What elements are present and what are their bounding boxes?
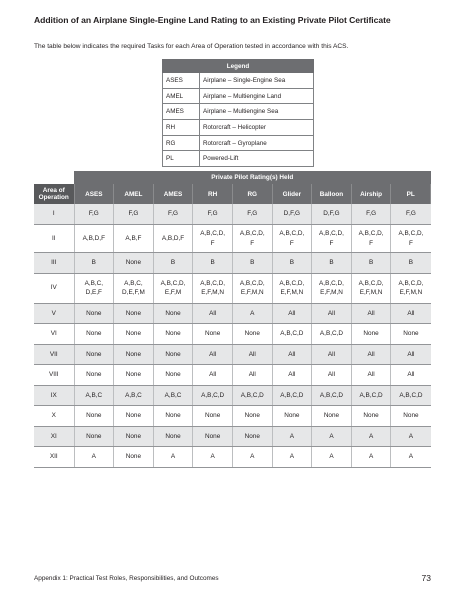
task-cell (272, 426, 312, 447)
task-cell (193, 426, 233, 447)
task-cell (351, 204, 391, 225)
task-cell (74, 365, 114, 386)
task-cell-line: None (244, 330, 260, 338)
task-cell-line: None (86, 350, 102, 358)
task-cell (312, 324, 352, 345)
task-cell-line: B (210, 259, 215, 267)
area-of-operation-cell: III (34, 253, 74, 274)
task-cell (74, 426, 114, 447)
column-header: PL (391, 184, 431, 204)
task-cell (391, 365, 431, 386)
area-of-operation-cell: VIII (34, 365, 74, 386)
task-cell (74, 385, 114, 406)
footer-text: Appendix 1: Practical Test Roles, Responsibilities, and Outcomes (34, 575, 219, 582)
task-cell-line: All (248, 350, 256, 358)
table-row (34, 385, 431, 406)
task-cell-line: All (248, 371, 256, 379)
task-cell-line: A,B,C,D, (239, 279, 265, 287)
task-cell (193, 204, 233, 225)
task-cell-line: All (209, 350, 217, 358)
legend-description: Airplane – Multiengine Land (200, 88, 314, 104)
task-cell-line: F,G (247, 210, 258, 218)
task-cell (312, 253, 352, 274)
table-row (34, 273, 431, 303)
task-cell (272, 365, 312, 386)
task-cell (114, 225, 154, 253)
task-cell (114, 406, 154, 427)
legend-code: PL (163, 151, 200, 167)
task-cell (312, 273, 352, 303)
task-cell (153, 225, 193, 253)
task-cell (312, 344, 352, 365)
task-cell (153, 273, 193, 303)
task-cell-line: A,B,C,D (240, 391, 264, 399)
task-cell-line: D,F,G (323, 210, 340, 218)
task-cell-line: None (363, 412, 379, 420)
task-cell-line: A,B,C,D, (200, 230, 226, 238)
task-cell-line: A (408, 432, 414, 440)
task-cell-line: D,E,F,M (122, 289, 145, 296)
task-cell (114, 447, 154, 468)
task-cell-line: F (289, 239, 294, 247)
table-row (34, 225, 431, 253)
task-cell-line: A (91, 453, 96, 461)
table-row (34, 426, 431, 447)
task-cell-line: None (86, 330, 102, 338)
task-cell (74, 406, 114, 427)
task-cell-line: F,G (88, 210, 99, 218)
task-cell (114, 253, 154, 274)
task-cell-line: F (250, 239, 255, 247)
task-cell (351, 365, 391, 386)
task-cell-line: A (250, 309, 255, 317)
task-cell-line: A,B,D,F (82, 234, 105, 242)
task-cell-line: None (244, 432, 260, 440)
task-cell-line: A,B,C, (84, 279, 104, 287)
area-of-operation-cell: IV (34, 273, 74, 303)
legend-row (163, 120, 314, 136)
task-cell (272, 253, 312, 274)
legend-row (163, 151, 314, 167)
page-number: 73 (421, 573, 431, 583)
task-cell-line: All (327, 371, 336, 379)
task-cell-line: A,B,C (85, 391, 103, 399)
task-cell-line: None (165, 330, 181, 338)
task-cell (312, 225, 352, 253)
task-cell (74, 273, 114, 303)
legend-code: ASES (163, 73, 200, 89)
task-cell (351, 426, 391, 447)
table-row (34, 406, 431, 427)
task-cell-line: A,B,C (164, 391, 182, 399)
task-cell-line: All (367, 350, 375, 358)
task-cell-line: None (403, 330, 419, 338)
task-cell (351, 447, 391, 468)
area-of-operation-cell: X (34, 406, 74, 427)
task-cell-line: A,B,D,F (161, 234, 185, 242)
task-cell (351, 303, 391, 324)
area-of-operation-cell: V (34, 303, 74, 324)
area-of-operation-cell: XII (34, 447, 74, 468)
task-cell (74, 253, 114, 274)
task-cell-line: B (408, 259, 414, 267)
task-cell (232, 273, 272, 303)
task-cell (272, 324, 312, 345)
legend-code: RH (163, 120, 200, 136)
task-cell-line: None (125, 412, 142, 420)
task-cell (351, 253, 391, 274)
area-of-operation-cell: VI (34, 324, 74, 345)
task-cell-line: All (327, 350, 336, 358)
task-cell-line: None (125, 432, 142, 440)
task-cell (114, 204, 154, 225)
task-cell-line: None (125, 330, 142, 338)
table-row (34, 204, 431, 225)
task-cell (351, 406, 391, 427)
task-cell (312, 385, 352, 406)
task-cell (351, 344, 391, 365)
table-row (34, 344, 431, 365)
legend-description: Powered-Lift (200, 151, 314, 167)
task-cell (232, 253, 272, 274)
area-of-operation-cell: I (34, 204, 74, 225)
area-of-operation-cell: XI (34, 426, 74, 447)
task-cell-line: F (210, 239, 215, 247)
task-cell-line: None (86, 371, 102, 379)
task-cell-line: E,F,M,N (240, 289, 264, 296)
task-cell-line: All (288, 309, 296, 317)
task-cell-line: None (165, 412, 181, 420)
area-header-line-2: Operation (38, 194, 69, 201)
task-cell (114, 365, 154, 386)
task-cell (232, 204, 272, 225)
table-row (34, 365, 431, 386)
task-cell-line: E,F,M (164, 289, 182, 296)
task-cell-line: All (288, 350, 296, 358)
task-cell (232, 365, 272, 386)
task-cell-line: A (329, 432, 334, 440)
legend-code: AMES (163, 104, 200, 120)
task-cell-line: A,B,C,D, (319, 230, 344, 238)
task-cell (351, 324, 391, 345)
legend-row (163, 135, 314, 151)
task-cell (312, 204, 352, 225)
task-cell-line: All (367, 309, 375, 317)
task-cell-line: F,G (366, 210, 377, 218)
task-cell-line: A (289, 432, 294, 440)
task-cell (193, 324, 233, 345)
task-cell (272, 344, 312, 365)
task-cell-line: None (125, 309, 142, 317)
task-cell (114, 303, 154, 324)
task-cell-line: None (204, 412, 221, 420)
task-cell-line: B (91, 259, 96, 267)
legend-table (162, 59, 314, 167)
task-cell (272, 303, 312, 324)
task-cell (74, 225, 114, 253)
task-cell (391, 344, 431, 365)
legend-description: Rotorcraft – Gyroplane (200, 135, 314, 151)
task-cell (312, 426, 352, 447)
legend-header: Legend (163, 60, 314, 73)
table-row (34, 324, 431, 345)
task-cell (193, 406, 233, 427)
task-cell (312, 303, 352, 324)
task-cell-line: A (170, 453, 176, 461)
task-cell (232, 406, 272, 427)
task-cell-line: All (407, 371, 415, 379)
task-cell-line: A,B,F (125, 234, 142, 242)
task-cell (272, 385, 312, 406)
task-cell-line: All (407, 309, 415, 317)
task-cell-line: A,B,C,D, (398, 279, 424, 287)
task-cell (193, 273, 233, 303)
legend-code: AMEL (163, 88, 200, 104)
task-cell (114, 273, 154, 303)
task-cell-line: A,B,C,D, (398, 230, 424, 238)
area-of-operation-cell: II (34, 225, 74, 253)
column-header: Airship (351, 184, 391, 204)
task-cell-line: E,F,M,N (399, 289, 423, 296)
task-cell-line: All (288, 371, 296, 379)
area-of-operation-header (34, 184, 74, 204)
task-cell (153, 324, 193, 345)
task-cell-line: A (368, 453, 374, 461)
task-cell (114, 344, 154, 365)
task-cell-line: All (367, 371, 375, 379)
table-corner-blank (34, 171, 74, 184)
column-header: Balloon (312, 184, 352, 204)
task-cell-line: None (323, 412, 340, 420)
task-cell (114, 324, 154, 345)
task-cell (391, 385, 431, 406)
task-cell-line: A (210, 453, 215, 461)
legend-description: Rotorcraft – Helicopter (200, 120, 314, 136)
task-cell-line: F,G (405, 210, 416, 218)
task-cell (351, 385, 391, 406)
task-cell (193, 303, 233, 324)
task-cell (232, 324, 272, 345)
task-cell-line: None (403, 412, 419, 420)
task-cell (74, 344, 114, 365)
area-of-operation-cell: VII (34, 344, 74, 365)
legend-code: RG (163, 135, 200, 151)
column-header: AMES (153, 184, 193, 204)
task-cell (232, 225, 272, 253)
task-cell (193, 253, 233, 274)
page-title: Addition of an Airplane Single-Engine Land Rating to an Existing Private Pilot Certificate (34, 15, 391, 25)
task-cell-line: F (329, 239, 334, 247)
task-cell-line: A (368, 432, 374, 440)
task-cell-line: All (327, 309, 336, 317)
task-cell (391, 303, 431, 324)
task-cell-line: A,B,C,D (359, 391, 383, 399)
task-cell-line: A,B,C,D (399, 391, 423, 399)
task-cell (153, 385, 193, 406)
task-cell-line: A,B,C,D, (160, 279, 186, 287)
task-cell (391, 204, 431, 225)
task-cell (153, 344, 193, 365)
legend-row (163, 73, 314, 89)
task-cell-line: All (407, 350, 415, 358)
legend-description: Airplane – Multiengine Sea (200, 104, 314, 120)
task-cell (193, 385, 233, 406)
task-cell (193, 365, 233, 386)
task-cell-line: E,F,M,N (320, 289, 343, 296)
task-cell-line: None (165, 309, 181, 317)
task-cell (391, 273, 431, 303)
task-cell (351, 225, 391, 253)
task-cell (74, 303, 114, 324)
task-cell-line: E,F,M,N (359, 289, 383, 296)
task-cell (312, 406, 352, 427)
task-cell-line: A,B,C,D, (200, 279, 226, 287)
task-cell (312, 365, 352, 386)
task-cell (193, 344, 233, 365)
area-of-operation-cell: IX (34, 385, 74, 406)
task-cell (74, 447, 114, 468)
column-header: Glider (272, 184, 312, 204)
task-cell (272, 225, 312, 253)
task-cell-line: None (86, 412, 102, 420)
task-cell (74, 204, 114, 225)
task-cell-line: None (165, 432, 181, 440)
task-cell-line: A,B,C, (124, 279, 143, 287)
task-cell-line: D,F,G (283, 210, 301, 218)
task-cell-line: D,E,F (85, 289, 102, 296)
task-cell-line: A,B,C,D, (358, 230, 384, 238)
task-cell (114, 385, 154, 406)
task-cell-line: B (329, 259, 334, 267)
column-header: AMEL (114, 184, 154, 204)
task-cell (272, 204, 312, 225)
task-cell-line: A (289, 453, 294, 461)
task-cell-line: None (204, 432, 221, 440)
task-cell (391, 324, 431, 345)
task-cell-line: None (125, 350, 142, 358)
table-row (34, 447, 431, 468)
table-row (34, 303, 431, 324)
task-cell-line: A,B,C,D, (319, 279, 344, 287)
task-cell-line: None (204, 330, 221, 338)
task-cell-line: E,F,M,N (280, 289, 304, 296)
task-cell-line: A (250, 453, 255, 461)
task-cell-line: F (408, 239, 413, 247)
task-cell-line: A,B,C,D (280, 330, 304, 338)
task-cell (272, 406, 312, 427)
task-cell (312, 447, 352, 468)
task-cell-line: None (86, 309, 102, 317)
task-cell (153, 365, 193, 386)
task-cell-line: E,F,M,N (201, 289, 224, 296)
task-cell-line: None (165, 371, 181, 379)
intro-text: The table below indicates the required Tasks for each Area of Operation tested in accordance with this ACS. (34, 43, 349, 50)
task-cell-line: B (289, 259, 294, 267)
task-cell-line: A,B,C (125, 391, 142, 399)
task-cell (153, 303, 193, 324)
task-cell-line: A,B,C,D, (279, 230, 305, 238)
task-cell-line: All (209, 309, 217, 317)
task-cell-line: None (284, 412, 300, 420)
task-cell-line: A,B,C,D, (279, 279, 305, 287)
task-cell (272, 447, 312, 468)
column-header: ASES (74, 184, 114, 204)
task-cell-line: None (125, 453, 142, 461)
task-cell (391, 225, 431, 253)
task-cell-line: None (244, 412, 260, 420)
column-header: RG (232, 184, 272, 204)
task-cell (391, 426, 431, 447)
task-cell (193, 225, 233, 253)
task-cell (351, 273, 391, 303)
group-header: Private Pilot Rating(s) Held (74, 171, 431, 184)
legend-row (163, 104, 314, 120)
task-cell-line: F,G (207, 210, 218, 218)
task-cell-line: A (408, 453, 414, 461)
task-cell (232, 303, 272, 324)
task-cell (153, 204, 193, 225)
task-cell-line: A,B,C,D (201, 391, 225, 399)
task-cell-line: A,B,C,D (280, 391, 304, 399)
task-cell (232, 344, 272, 365)
task-cell (153, 406, 193, 427)
table-row (34, 253, 431, 274)
task-cell-line: B (368, 259, 374, 267)
task-cell-line: B (170, 259, 176, 267)
task-cell-line: None (125, 371, 142, 379)
task-cell (114, 426, 154, 447)
task-cell (391, 447, 431, 468)
task-cell (232, 385, 272, 406)
task-cell-line: A,B,C,D (319, 330, 343, 338)
task-cell (232, 447, 272, 468)
legend-row (163, 88, 314, 104)
task-cell-line: None (165, 350, 181, 358)
task-cell-line: F,G (128, 210, 139, 218)
task-cell (272, 273, 312, 303)
task-cell (153, 426, 193, 447)
task-cell-line: A,B,C,D, (239, 230, 265, 238)
task-cell-line: A,B,C,D, (358, 279, 384, 287)
task-cell-line: None (86, 432, 102, 440)
task-cell (391, 253, 431, 274)
ratings-table (34, 171, 431, 468)
task-cell-line: F,G (168, 210, 178, 218)
task-cell-line: None (125, 259, 142, 267)
task-cell (193, 447, 233, 468)
task-cell-line: B (250, 259, 255, 267)
area-header-line-1: Area of (42, 186, 65, 194)
task-cell-line: All (209, 371, 217, 379)
task-cell-line: A (329, 453, 334, 461)
task-cell (391, 406, 431, 427)
column-header: RH (193, 184, 233, 204)
task-cell-line: A,B,C,D (319, 391, 343, 399)
task-cell (153, 447, 193, 468)
legend-description: Airplane – Single-Engine Sea (200, 73, 314, 89)
task-cell-line: F (369, 239, 374, 247)
task-cell (153, 253, 193, 274)
task-cell (74, 324, 114, 345)
task-cell (232, 426, 272, 447)
task-cell-line: None (363, 330, 379, 338)
